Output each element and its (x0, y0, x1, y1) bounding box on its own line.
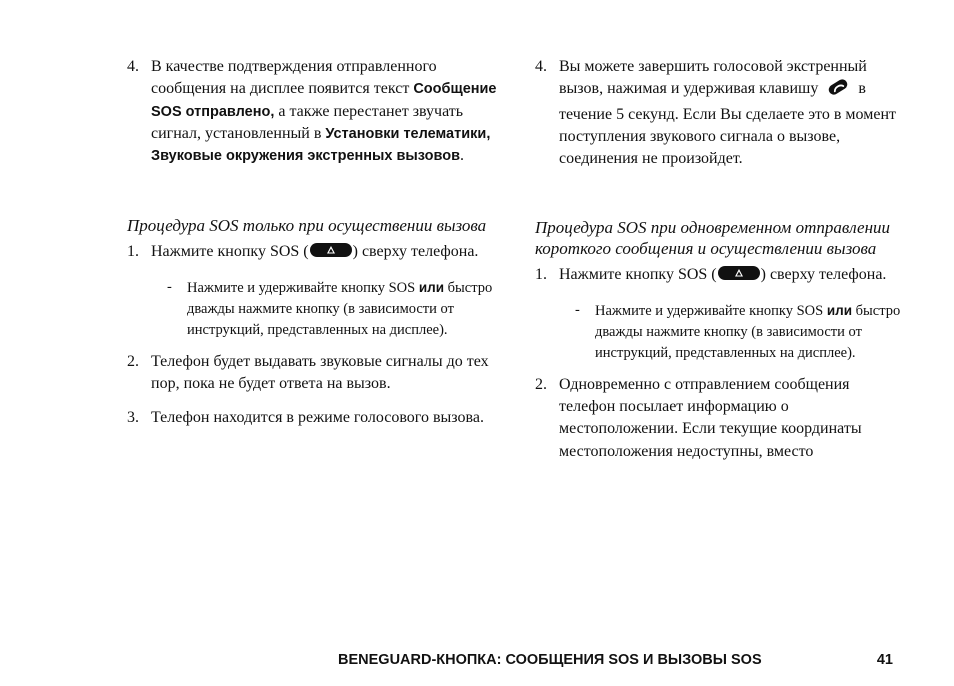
section-heading-right: Процедура SOS при одновременном отправлении короткого сообщения и осуществлении вызова (535, 218, 891, 259)
right-item-4 (535, 56, 905, 170)
step-text: Нажмите кнопку SOS ( (559, 266, 717, 284)
sub-text: Нажмите и удерживайте кнопку SOS (187, 279, 419, 296)
item-text: В качестве подтверждения отправленного сообщения на дисплее появится текст (151, 58, 437, 98)
section-heading-left: Процедура SOS только при осуществении вызова (127, 216, 487, 236)
item-text: а также перестанет звучать сигнал, установленный в (151, 102, 464, 142)
bold-text-telematics: Установки телематики (325, 125, 487, 142)
left-sub-instruction (127, 277, 497, 341)
right-sub-instruction (535, 300, 905, 364)
sos-key-icon (310, 243, 352, 257)
dash-bullet: - (167, 278, 172, 295)
dash-bullet: - (575, 301, 580, 318)
sub-text: быстро дважды нажмите кнопку (в зависимости от инструкций, представленных на дисплее). (595, 302, 901, 361)
footer-title: BENEGUARD-КНОПКА: СООБЩЕНИЯ SOS И ВЫЗОВЫ SOS (338, 652, 762, 668)
step-text: Одновременно с отправлением сообщения телефон посылает информацию о местоположении. Если текущие координаты местоположения недоступны, вместо (559, 375, 862, 460)
step-text: Телефон будет выдавать звуковые сигналы до тех пор, пока не будет ответа на вызов. (151, 352, 489, 393)
page-number: 41 (876, 652, 893, 668)
bold-text-sos-sent: Сообщение SOS отправлено, (151, 81, 497, 120)
right-step-2 (535, 374, 905, 463)
left-step-2 (127, 351, 497, 396)
item-text: Вы можете завершить голосовой экстренный вызов, нажимая и удерживая клавишу (559, 58, 867, 98)
left-column (127, 56, 497, 430)
item-text: . (460, 147, 464, 165)
item-number: 4. (127, 58, 139, 75)
right-column (535, 56, 905, 463)
step-number: 2. (127, 352, 139, 370)
sub-text: быстро дважды нажмите кнопку (в зависимости от инструкций, представленных на дисплее). (187, 279, 493, 338)
sos-key-icon (718, 266, 760, 280)
bold-or: или (418, 279, 445, 295)
item-text: в течение 5 секунд. Если Вы сделаете это в момент поступления звукового сигнала о вызове, соединения не произойдет. (559, 80, 896, 168)
step-text: Нажмите кнопку SOS ( (151, 243, 309, 261)
step-number: 1. (535, 266, 547, 284)
step-text: Телефон находится в режиме голосового вызова. (151, 409, 484, 427)
page-footer (338, 652, 893, 668)
step-number: 3. (127, 409, 139, 427)
right-step-1 (535, 264, 905, 286)
left-item-4 (127, 56, 497, 167)
sub-text: Нажмите и удерживайте кнопку SOS (595, 302, 827, 319)
bold-text-sound-profiles: Звуковые окружения экстренных вызовов (151, 148, 460, 165)
end-call-key-icon (826, 78, 850, 103)
step-number: 1. (127, 243, 139, 261)
item-number: 4. (535, 58, 547, 75)
left-step-3 (127, 407, 497, 429)
step-text: ) сверху телефона. (352, 243, 479, 261)
bold-separator: , (486, 125, 491, 142)
bold-or: или (826, 302, 853, 318)
left-step-1 (127, 241, 497, 263)
step-text: ) сверху телефона. (760, 266, 887, 284)
step-number: 2. (535, 375, 547, 393)
